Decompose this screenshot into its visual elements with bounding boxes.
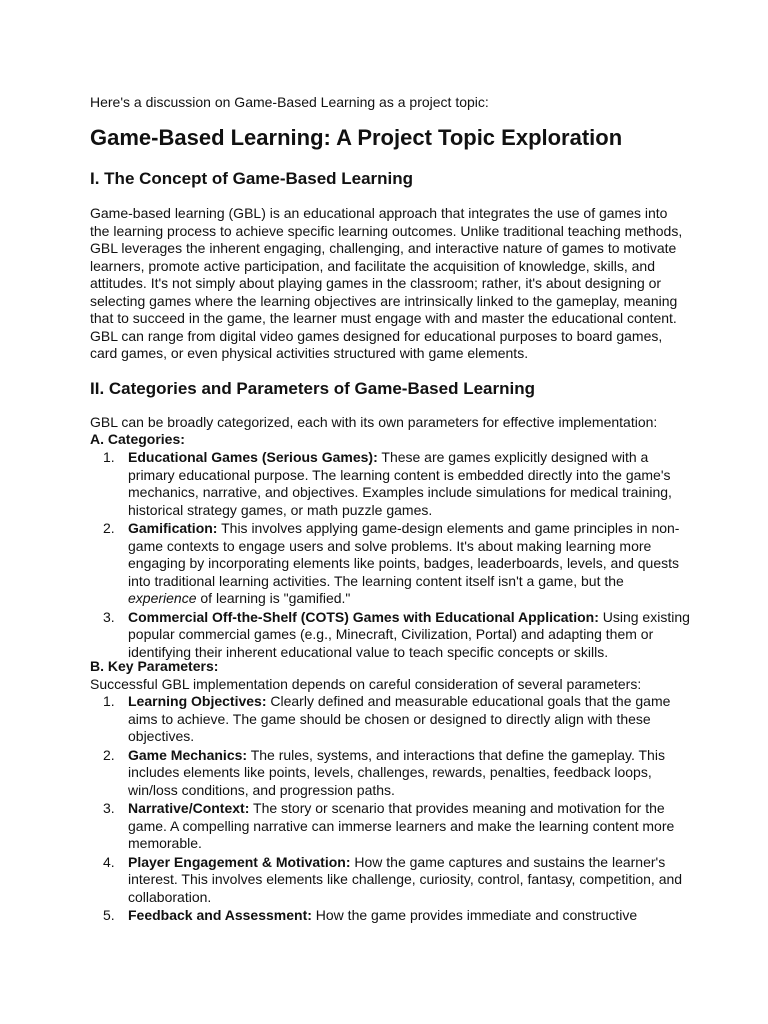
- list-item-text: This involves applying game-design elements and game principles in non-game contexts to engage users and solve problems. It's about making learning more engaging by incorporating elements like points, badges, leaderboards, levels, and quests into traditional learning activities. The learning content itself isn't a game, but the: [128, 520, 680, 589]
- list-number: 4.: [103, 853, 115, 870]
- list-item: [90, 449, 690, 519]
- list-item: [90, 747, 690, 800]
- list-item-term: Feedback and Assessment:: [128, 907, 312, 923]
- list-number: 1.: [103, 449, 115, 465]
- list-item: [90, 520, 690, 608]
- categories-intro-paragraph: GBL can be broadly categorized, each with its own parameters for effective implementation:: [90, 414, 658, 430]
- list-item-text: Using existing popular commercial games (e.g., Minecraft, Civilization, Portal) and adapting them or identifying their inherent educational value to teach specific concepts or skills.: [128, 608, 690, 660]
- list-item: [90, 854, 690, 907]
- categories-list: [90, 449, 690, 662]
- list-item-emphasis: experience: [128, 590, 197, 606]
- list-item-text: How the game provides immediate and constructive: [311, 907, 638, 923]
- parameters-list: [90, 693, 690, 926]
- list-item-text-continued: of learning is "gamified.": [196, 590, 351, 606]
- list-number: 3.: [103, 800, 115, 816]
- list-item-term: Commercial Off-the-Shelf (COTS) Games with Educational Application:: [128, 608, 599, 625]
- list-number: 5.: [103, 907, 115, 923]
- section-heading-categories-parameters: II. Categories and Parameters of Game-Based Learning: [90, 379, 535, 398]
- list-item-term: Game Mechanics:: [128, 746, 248, 763]
- list-item-term: Learning Objectives:: [128, 693, 267, 709]
- parameters-intro-paragraph: Successful GBL implementation depends on careful consideration of several parameters:: [90, 676, 642, 692]
- list-item-term: Narrative/Context:: [128, 800, 250, 816]
- list-item-text: The story or scenario that provides meaning and motivation for the game. A compelling narrative can immerse learners and make the learning content more memorable.: [128, 800, 675, 851]
- section-heading-concept: I. The Concept of Game-Based Learning: [90, 169, 414, 188]
- list-item-term: Gamification:: [128, 520, 218, 536]
- list-item-text: These are games explicitly designed with a primary educational purpose. The learning content is embedded directly into the game's mechanics, narrative, and objectives. Examples include simulations for medical training, historical strategy games, or math puzzle games.: [128, 449, 672, 518]
- list-item-term: Educational Games (Serious Games):: [128, 449, 378, 465]
- subheading-categories: A. Categories:: [90, 431, 185, 447]
- list-item: [90, 693, 690, 746]
- concept-paragraph: Game-based learning (GBL) is an educational approach that integrates the use of games into the learning process to achieve specific learning outcomes. Unlike traditional teaching methods, GBL leverages the inherent engaging, challenging, and interactive nature of games to motivate learners, promote active participation, and facilitate the acquisition of knowledge, skills, and attitudes. It's not simply about playing games in the classroom; rather, it's about designing or selecting games where the learning objectives are intrinsically linked to the gameplay, meaning that to succeed in the game, the learner must engage with and master the educational content. GBL can range from digital video games designed for educational purposes to board games, card games, or even physical activities structured with game elements.: [90, 205, 683, 361]
- list-item-text: The rules, systems, and interactions that define the gameplay. This includes elements like points, levels, challenges, rewards, penalties, feedback loops, win/loss conditions, and progression paths.: [128, 746, 665, 798]
- list-item: [90, 907, 690, 925]
- list-number: 2.: [103, 520, 115, 536]
- list-number: 2.: [103, 746, 115, 763]
- list-number: 3.: [103, 608, 115, 625]
- list-number: 1.: [103, 693, 115, 709]
- list-item-term: Player Engagement & Motivation:: [128, 853, 351, 870]
- page-title: Game-Based Learning: A Project Topic Exploration: [90, 125, 623, 150]
- list-item-text: Clearly defined and measurable educational goals that the game aims to achieve. The game should be chosen or designed to directly align with these objectives.: [128, 693, 671, 744]
- list-item-text: How the game captures and sustains the learner's interest. This involves elements like challenge, curiosity, control, fantasy, competition, and collaboration.: [128, 853, 683, 905]
- list-item: [90, 609, 690, 662]
- list-item: [90, 800, 690, 853]
- intro-text: Here's a discussion on Game-Based Learning as a project topic:: [90, 94, 489, 110]
- subheading-key-parameters: B. Key Parameters:: [90, 658, 219, 674]
